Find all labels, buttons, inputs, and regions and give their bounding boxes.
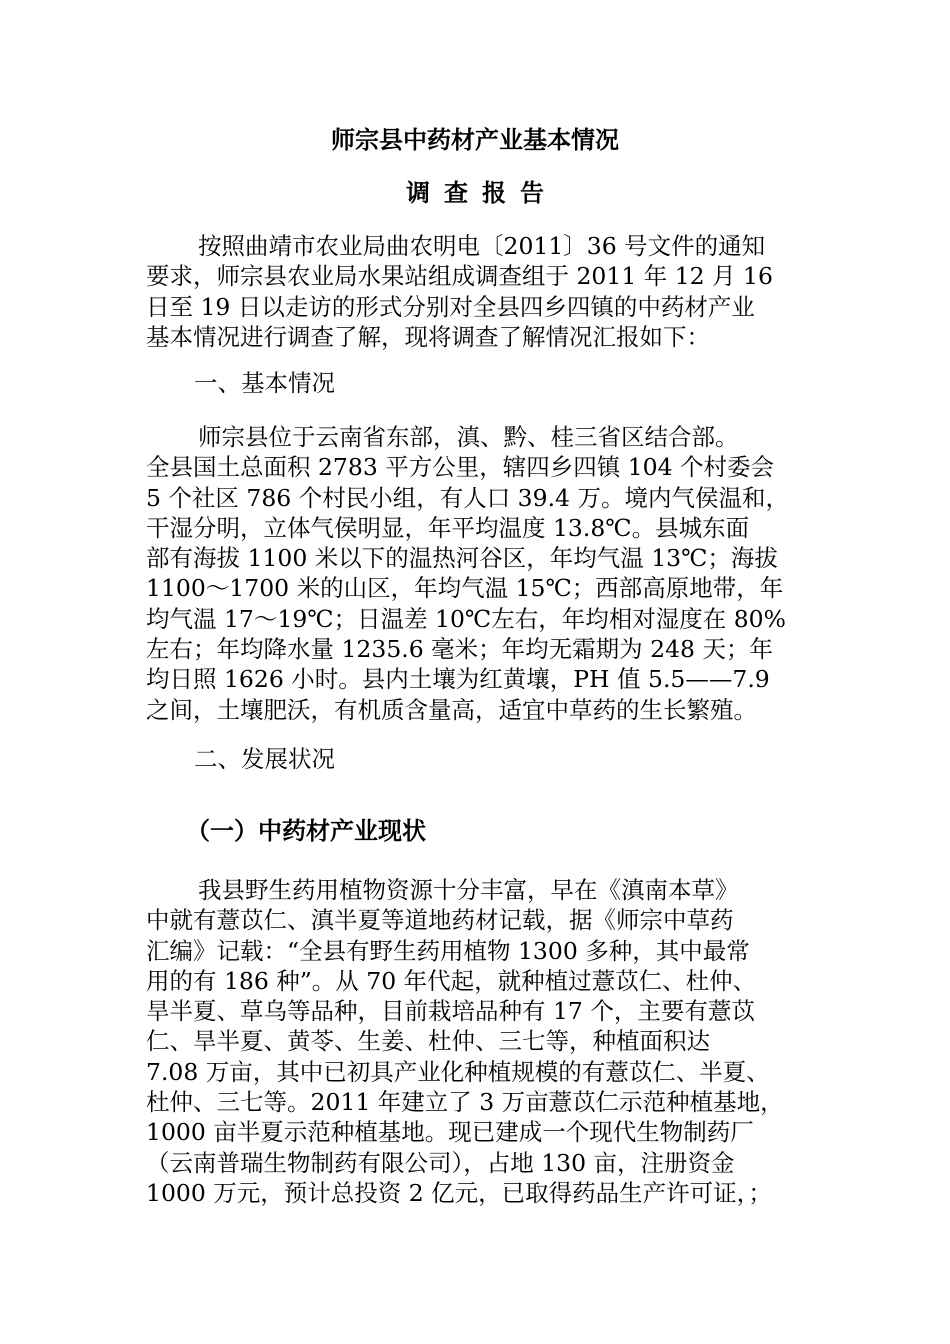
text-line: 干湿分明，立体气侯明显，年平均温度 13.8℃。县城东面 (146, 513, 750, 542)
text-line: 全县国土总面积 2783 平方公里，辖四乡四镇 104 个村委会 (146, 453, 775, 482)
subsection-heading-status: （一）中药材产业现状 (186, 816, 426, 845)
industry-status-paragraph (146, 875, 806, 1208)
text-line: 师宗县位于云南省东部，滇、黔、桂三省区结合部。 (198, 423, 739, 451)
text-line: 旱半夏、草乌等品种，目前栽培品种有 17 个，主要有薏苡 (146, 997, 755, 1026)
text-line: 汇编》记载：“全县有野生药用植物 1300 多种，其中最常 (146, 936, 750, 965)
document-subtitle: 调查报告 (406, 178, 558, 207)
text-line: 我县野生药用植物资源十分丰富，早在《滇南本草》 (198, 876, 739, 904)
text-line: 左右；年均降水量 1235.6 毫米；年均无霜期为 248 天；年 (146, 635, 773, 664)
text-line: 之间，土壤肥沃，有机质含量高，适宜中草药的生长繁殖。 (146, 695, 757, 724)
text-line: 7.08 万亩，其中已初具产业化种植规模的有薏苡仁、半夏、 (146, 1057, 770, 1086)
text-line: 1000 亩半夏示范种植基地。现已建成一个现代生物制药厂 (146, 1118, 754, 1147)
text-line: 要求，师宗县农业局水果站组成调查组于 2011 年 12 月 16 (146, 262, 773, 291)
text-line: 均气温 17～19℃；日温差 10℃左右，年均相对湿度在 80% (146, 604, 786, 633)
text-line: 基本情况进行调查了解，现将调查了解情况汇报如下： (146, 322, 710, 351)
text-line: 5 个社区 786 个村民小组，有人口 39.4 万。境内气侯温和， (146, 483, 789, 512)
text-line: 杜仲、三七等。2011 年建立了 3 万亩薏苡仁示范种植基地， (146, 1088, 784, 1117)
text-line: 按照曲靖市农业局曲农明电〔2011〕36 号文件的通知 (198, 232, 766, 260)
text-line: 均日照 1626 小时。县内土壤为红黄壤，PH 值 5.5——7.9 (146, 665, 770, 694)
text-line: 日至 19 日以走访的形式分别对全县四乡四镇的中药材产业 (146, 292, 755, 321)
intro-paragraph (146, 231, 806, 352)
text-line: （云南普瑞生物制药有限公司），占地 130 亩，注册资金 (146, 1148, 735, 1177)
text-line: 部有海拔 1100 米以下的温热河谷区，年均气温 13℃；海拔 (146, 544, 778, 573)
text-line: 用的有 186 种”。从 70 年代起，就种植过薏苡仁、杜仲、 (146, 966, 757, 995)
text-line: 1100～1700 米的山区，年均气温 15℃；西部高原地带，年 (146, 574, 784, 603)
section-heading-basic: 一、基本情况 (194, 369, 335, 397)
section-heading-development: 二、发展状况 (194, 745, 335, 773)
text-line: 中就有薏苡仁、滇半夏等道地药材记载，据《师宗中草药 (146, 906, 734, 935)
basic-info-paragraph (146, 422, 806, 725)
document-title: 师宗县中药材产业基本情况 (331, 125, 619, 154)
text-line: 仁、旱半夏、黄苓、生姜、杜仲、三七等，种植面积达 (146, 1027, 710, 1056)
text-line: 1000 万元，预计总投资 2 亿元，已取得药品生产许可证，； (146, 1178, 772, 1207)
